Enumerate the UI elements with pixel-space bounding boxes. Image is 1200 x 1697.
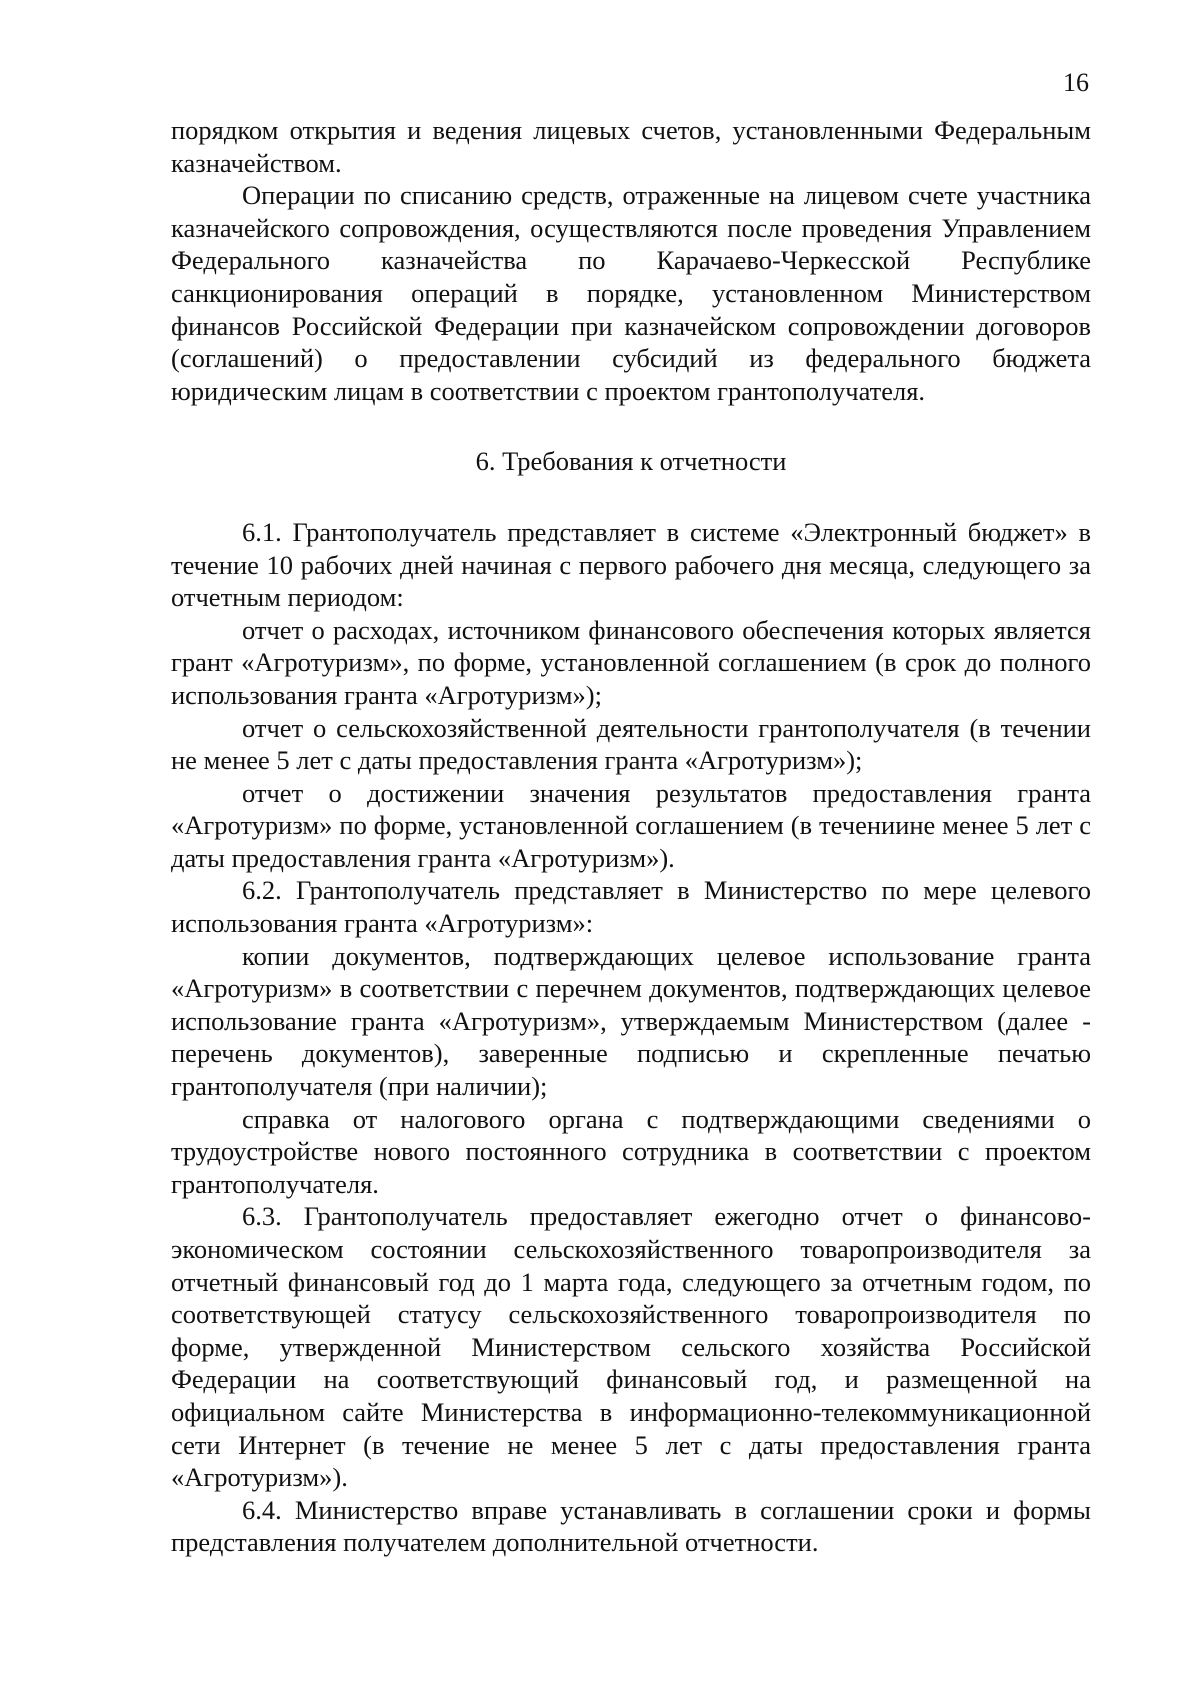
clause-6-1-results-report: отчет о достижении значения результатов предоставления гранта «Агротуризм» по форме, установленной соглашением (в течениине менее 5 лет с даты предоставления гранта «Агротуризм»). <box>171 777 1091 873</box>
document-body <box>171 114 1091 1559</box>
clause-6-3: 6.3. Грантополучатель предоставляет ежегодно отчет о финансово-экономическом состоянии сельскохозяйственного товаропроизводителя за отчетный финансовый год до 1 марта года, следующего за отчетным годом, по соответствующей статусу сельскохозяйственного товаропроизводителя по форме, утвержденной Министерством сельского хозяйства Российской Федерации на соответствующий финансовый год, и размещенной на официальном сайте Министерства в информационно-телекоммуникационной сети Интернет (в течение не менее 5 лет с даты предоставления гранта «Агротуризм»). <box>171 1201 1091 1493</box>
clause-6-1-activity-report: отчет о сельскохозяйственной деятельности грантополучателя (в течении не менее 5 лет с даты предоставления гранта «Агротуризм»); <box>171 712 1091 776</box>
page-number: 16 <box>1063 68 1089 97</box>
clause-6-2-tax-certificate: справка от налогового органа с подтверждающими сведениями о трудоустройстве нового постоянного сотрудника в соответствии с проектом грантополучателя. <box>171 1103 1091 1199</box>
clause-6-4: 6.4. Министерство вправе устанавливать в соглашении сроки и формы представления получателем дополнительной отчетности. <box>171 1494 1091 1558</box>
clause-6-1: 6.1. Грантополучатель представляет в системе «Электронный бюджет» в течение 10 рабочих дней начиная с первого рабочего дня месяца, следующего за отчетным периодом: <box>171 516 1091 613</box>
paragraph-treasury-operations: Операции по списанию средств, отраженные на лицевом счете участника казначейского сопровождения, осуществляются после проведения Управлением Федерального казначейства по Карачаево-Черкесской Республике санкционирования операций в порядке, установленном Министерством финансов Российской Федерации при казначейском сопровождении договоров (соглашений) о предоставлении субсидий из федерального бюджета юридическим лицам в соответствии с проектом грантополучателя. <box>171 180 1091 406</box>
clause-6-2-document-copies: копии документов, подтверждающих целевое использование гранта «Агротуризм» в соответствии с перечнем документов, подтверждающих целевое использование гранта «Агротуризм», утверждаемым Министерством (далее - перечень документов), заверенные подписью и скрепленные печатью грантополучателя (при наличии); <box>171 940 1091 1102</box>
paragraph-continuation: порядком открытия и ведения лицевых счетов, установленными Федеральным казначейством. <box>171 115 1091 178</box>
section-heading: 6. Требования к отчетности <box>475 446 787 477</box>
clause-6-2: 6.2. Грантополучатель представляет в Министерство по мере целевого использования гранта «Агротуризм»: <box>171 875 1091 939</box>
clause-6-1-expense-report: отчет о расходах, источником финансового обеспечения которых является грант «Агротуризм», по форме, установленной соглашением (в срок до полного использования гранта «Агротуризм»); <box>171 614 1091 710</box>
